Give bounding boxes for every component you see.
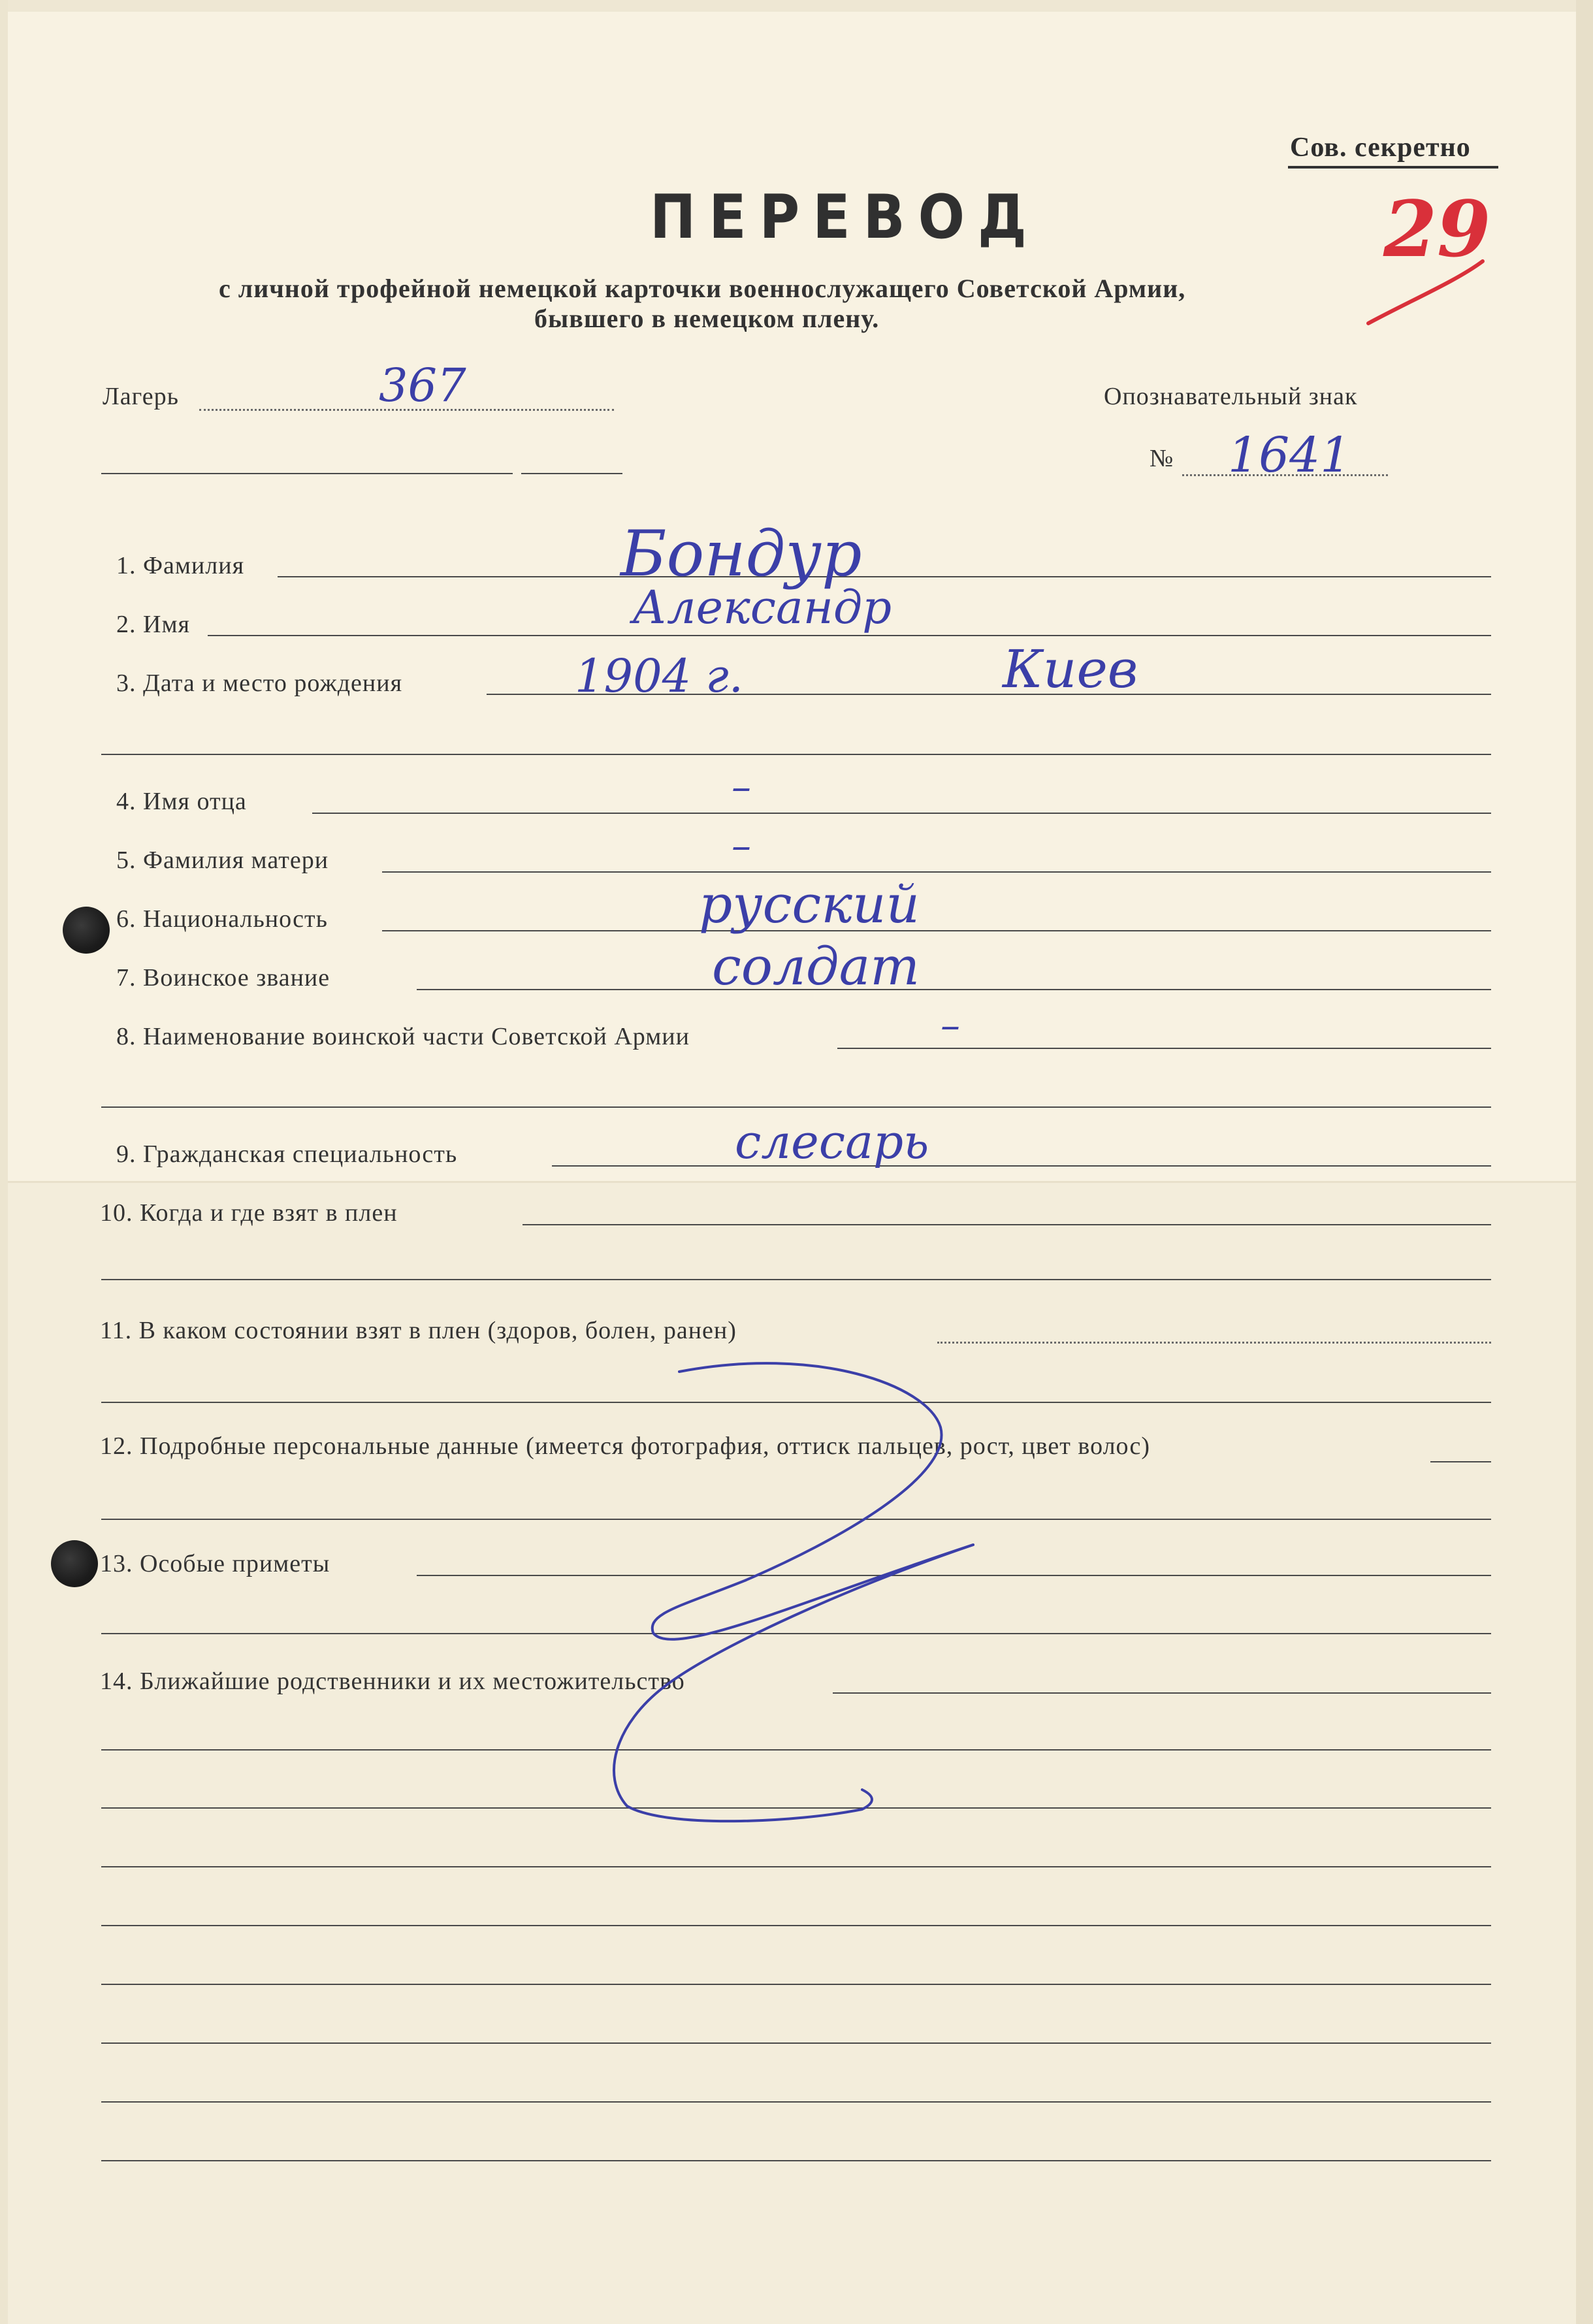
field-11-label: 11. В каком состоянии взят в плен (здоров, болен, ранен) [100,1317,737,1344]
field-7-label: 7. Воинское звание [116,964,330,992]
sheet-number: 29 [1383,184,1491,274]
field-3-date: 1904 г. [575,649,744,703]
id-tag-value: 1641 [1228,427,1351,483]
subtitle-line-1: с личной трофейной немецкой карточки военнослужащего Советской Армии, [219,274,1186,303]
field-1-label: 1. Фамилия [116,552,245,579]
field-3-label: 3. Дата и место рождения [116,670,403,697]
document-title: ПЕРЕВОД [650,182,1040,252]
field-5-label: 5. Фамилия матери [116,847,329,874]
field-6-value: русский [699,874,920,935]
classification-stamp: Сов. секретно [1290,133,1471,163]
field-4-label: 4. Имя отца [116,788,247,815]
camp-value: 367 [379,359,466,412]
subtitle-line-2: бывшего в немецком плену. [534,304,880,333]
id-number-sign: № [1150,445,1174,472]
field-14-label: 14. Ближайшие родственники и их местожительство [100,1668,685,1695]
field-3-place: Киев [1003,639,1138,700]
field-8-value: – [941,1003,960,1048]
field-8-label: 8. Наименование воинской части Советской Армии [116,1023,690,1050]
field-2-label: 2. Имя [116,611,190,638]
field-4-value: – [732,764,751,810]
field-12-label: 12. Подробные персональные данные (имеется фотография, оттиск пальцев, рост, цвет волос) [100,1432,1150,1460]
field-13-label: 13. Особые приметы [100,1550,330,1577]
field-9-value: слесарь [735,1114,929,1169]
field-1-value: Бондур [620,517,862,590]
field-9-label: 9. Гражданская специальность [116,1140,458,1168]
field-5-value: – [732,823,751,869]
field-6-label: 6. Национальность [116,905,328,933]
field-7-value: солдат [712,936,920,997]
field-2-value: Александр [632,581,892,634]
field-10-label: 10. Когда и где взят в плен [100,1199,398,1227]
camp-label: Лагерь [103,383,179,410]
id-tag-label: Опознавательный знак [1104,383,1358,410]
